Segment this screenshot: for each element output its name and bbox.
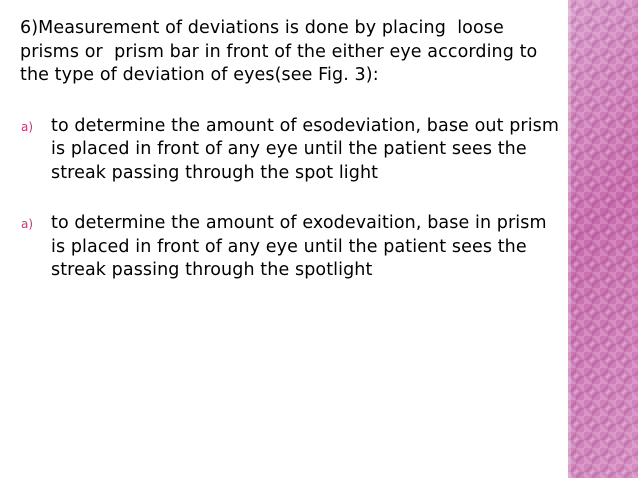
list-item xyxy=(20,212,560,283)
decorative-band-edge xyxy=(568,0,571,478)
list-item xyxy=(20,115,560,186)
list-item-text: to determine the amount of exodevaition, base in prism is placed in front of any eye until the patient sees the streak passing through the spotlight xyxy=(51,213,547,280)
bullet-list xyxy=(20,115,560,283)
list-marker: a) xyxy=(21,119,34,134)
list-marker: a) xyxy=(21,217,34,231)
intro-paragraph: 6)Measurement of deviations is done by placing loose prisms or prism bar in front of the either eye according to the type of deviation of eyes(see Fig. 3): xyxy=(20,18,544,85)
slide-content xyxy=(20,17,560,283)
decorative-side-band xyxy=(568,0,638,478)
list-item-text: to determine the amount of esodeviation, base out prism is placed in front of any eye until the patient sees the streak passing through the spot light xyxy=(51,115,560,183)
